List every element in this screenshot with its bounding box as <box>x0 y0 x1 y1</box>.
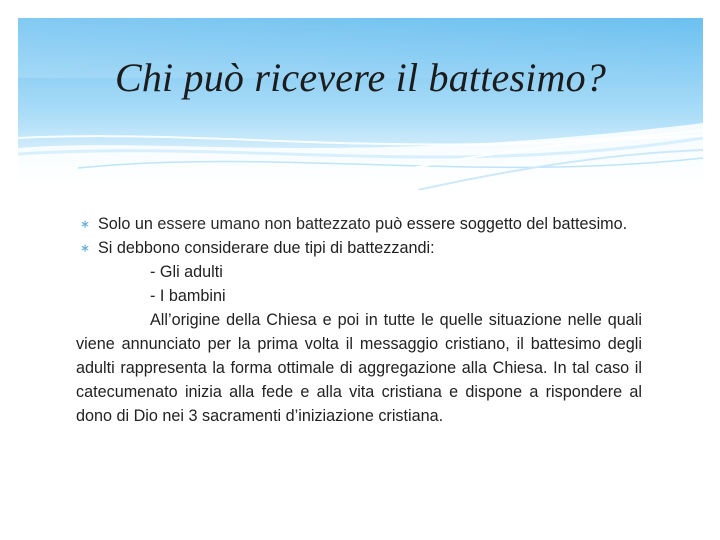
body-paragraph: All’origine della Chiesa e poi in tutte le quelle situazione nelle quali viene annunciato per la prima volta il messaggio cristiano, il battesimo degli adulti rappresenta la forma ottimale di aggregazione alla Chiesa. In tal caso il catecumenato inizia alla fede e alla vita cristiana e dispone a rispondere al dono di Dio nei 3 sacramenti d’iniziazione cristiana. <box>76 311 642 425</box>
title-banner <box>18 18 703 190</box>
bullet-text: Si debbono considerare due tipi di battezzandi: <box>98 239 435 257</box>
slide-title: Chi può ricevere il battesimo? <box>114 55 607 100</box>
bullet-item <box>76 212 642 236</box>
subitem-bambini: - I bambini <box>150 287 226 305</box>
bullet-highlight: essere umano non battezzato <box>157 215 371 233</box>
bullet-icon: ∗ <box>80 217 91 231</box>
bullet-item <box>76 236 642 260</box>
bullet-text: Solo un <box>98 215 158 233</box>
bullet-text: può essere soggetto del battesimo. <box>370 215 628 233</box>
subitem-adulti: - Gli adulti <box>150 263 223 281</box>
bullet-icon: ∗ <box>80 241 91 255</box>
banner-background <box>18 18 703 190</box>
slide-content <box>76 212 642 428</box>
